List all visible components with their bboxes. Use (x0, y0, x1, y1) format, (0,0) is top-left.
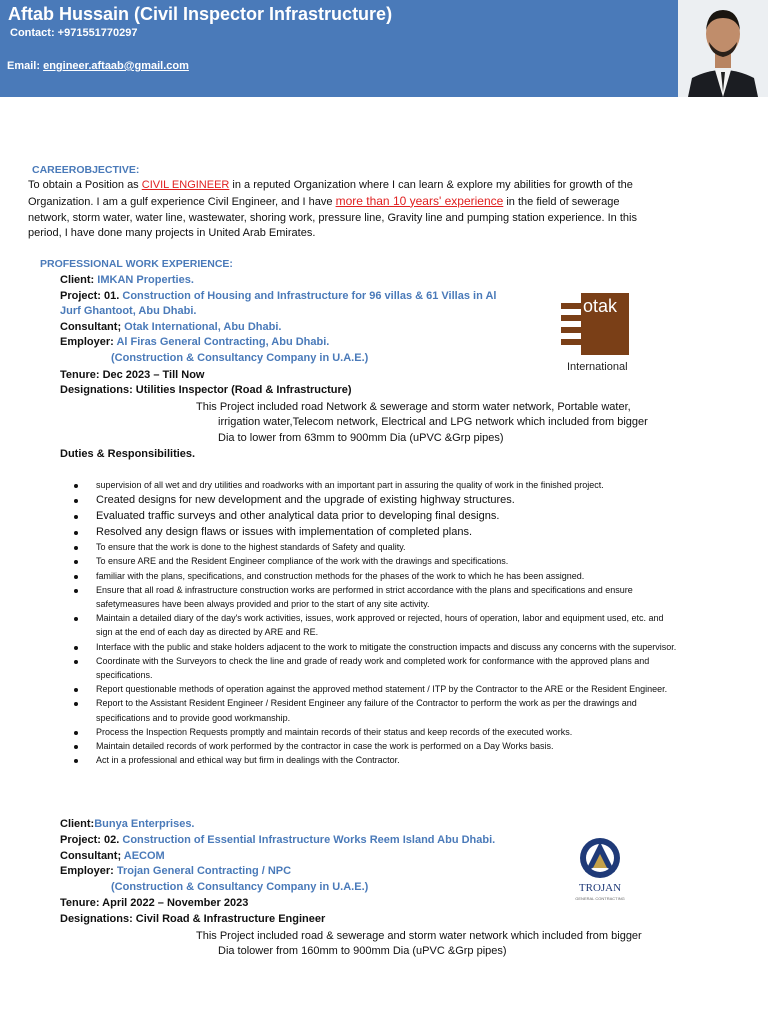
job1-designation: Designations: Utilities Inspector (Road & Infrastructure) (60, 384, 352, 396)
duty-item: Resolved any design flaws or issues with implementation of completed plans. (60, 524, 680, 540)
email-line (7, 60, 189, 72)
objective-highlight-experience: more than 10 years' experience (335, 193, 504, 208)
job1-consultant-line (60, 321, 281, 333)
contact-phone: +971551770297 (57, 27, 138, 39)
objective-text-2: in a reputed Organization where I can learn & explore my abilities for growth of the Organization. I am a gulf experience Civil Engineer, and I have (28, 179, 633, 208)
contact-line (10, 27, 138, 39)
job2-project: Construction of Essential Infrastructure Works Reem Island Abu Dhabi. (122, 834, 496, 846)
email-label: Email: (7, 60, 41, 72)
duty-item: Report questionable methods of operation against the approved method statement / ITP by the Contractor to the ARE or the Resident Engineer. (60, 682, 680, 696)
job2-consultant: AECOM (123, 850, 165, 862)
objective-highlight-role: CIVIL ENGINEER (141, 179, 230, 191)
job2-project-label: Project: 02. (60, 834, 120, 846)
job1-project: Construction of Housing and Infrastructure for 96 villas & 61 Villas in Al (122, 290, 497, 302)
duty-item: Report to the Assistant Resident Engineer / Resident Engineer any failure of the Contractor to perform the work as per the drawings and specifications and to provide good workmanship. (60, 696, 680, 724)
job1-consultant-label: Consultant; (60, 321, 122, 333)
email-link[interactable]: engineer.aftaab@gmail.com (43, 60, 189, 72)
job1-client: IMKAN Properties. (97, 274, 194, 286)
trojan-word: TROJAN (578, 882, 622, 894)
job2-client: Bunya Enterprises. (94, 818, 195, 830)
objective-text-3: in the field of sewerage network, storm water, water line, wastewater, shoring work, pressure line, Gravity line and pumping station experience. In this period, I have done many projects in United Arab Emirates. (28, 195, 637, 240)
trojan-logo (563, 828, 643, 910)
job1-consultant: Otak International, Abu Dhabi. (124, 321, 282, 333)
job1-employer-note: (Construction & Consultancy Company in U.A.E.) (111, 352, 369, 364)
objective-text-1: To obtain a Position as (28, 179, 142, 191)
objective-heading: CAREEROBJECTIVE: (32, 164, 140, 176)
trojan-sub: GENERAL CONTRACTING (575, 896, 625, 901)
duty-item: Interface with the public and stake holders adjacent to the work to mitigate the construction impacts and discuss any concerns with the supervisor. (60, 640, 680, 654)
duty-item: Coordinate with the Surveyors to check the line and grade of ready work and completed work for conformance with the approved plans and specifications. (60, 654, 680, 682)
job2-client-label: Client: (60, 818, 95, 830)
profile-photo (678, 0, 768, 97)
duty-item: To ensure ARE and the Resident Engineer compliance of the work with the drawings and specifications. (60, 554, 680, 568)
duty-item: Ensure that all road & infrastructure construction works are performed in strict accordance with the plans and specifications and ensure safetymeasures have been always provided and prior to the start of any site activity. (60, 583, 680, 611)
job1-client-line (60, 274, 194, 286)
otak-sub: International (567, 361, 628, 373)
duty-item: To ensure that the work is done to the highest standards of Safety and quality. (60, 540, 680, 554)
otak-word: otak (583, 296, 618, 316)
experience-heading: PROFESSIONAL WORK EXPERIENCE: (40, 258, 233, 270)
job1-project-line (60, 290, 496, 302)
job1-employer: Al Firas General Contracting, Abu Dhabi. (116, 336, 330, 348)
job1-client-label: Client: (60, 274, 95, 286)
job2-description-2: Dia tolower from 160mm to 900mm Dia (uPVC &Grp pipes) (218, 945, 507, 957)
job2-employer: Trojan General Contracting / NPC (116, 865, 292, 877)
job1-employer-line (60, 336, 329, 348)
job2-consultant-line (60, 850, 165, 862)
duty-item: Evaluated traffic surveys and other analytical data prior to developing final designs. (60, 508, 680, 524)
header-banner (0, 0, 768, 97)
contact-label: Contact: (10, 27, 55, 39)
job1-description-1: This Project included road Network & sewerage and storm water network, Portable water, (196, 401, 631, 413)
job1-project-label: Project: 01. (60, 290, 120, 302)
job2-tenure: Tenure: April 2022 – November 2023 (60, 897, 249, 909)
job1-employer-label: Employer: (60, 336, 114, 348)
job2-project-line (60, 834, 495, 846)
otak-logo (561, 293, 633, 373)
duty-item: familiar with the plans, specifications, and construction methods for the phases of the work to which he has been assigned. (60, 569, 680, 583)
job2-client-line (60, 818, 195, 830)
job1-description-3: Dia to lower from 63mm to 900mm Dia (uPVC &Grp pipes) (218, 432, 504, 444)
job2-employer-label: Employer: (60, 865, 114, 877)
duty-item: Maintain detailed records of work performed by the contractor in case the work is performed on a Day Works basis. (60, 739, 680, 753)
job2-description-1: This Project included road & sewerage and storm water network which included from bigger (196, 930, 642, 942)
duty-item: Act in a professional and ethical way but firm in dealings with the Contractor. (60, 753, 680, 767)
objective-paragraph (28, 178, 653, 242)
duties-heading: Duties & Responsibilities. (60, 448, 196, 460)
job2-consultant-label: Consultant; (60, 850, 122, 862)
job1-project-cont: Jurf Ghantoot, Abu Dhabi. (60, 305, 197, 317)
job2-designation: Designations: Civil Road & Infrastructure Engineer (60, 913, 326, 925)
job1-tenure: Tenure: Dec 2023 – Till Now (60, 369, 205, 381)
duty-item: Process the Inspection Requests promptly and maintain records of their status and keep records of the executed works. (60, 725, 680, 739)
job2-employer-line (60, 865, 291, 877)
job2-employer-note: (Construction & Consultancy Company in U.A.E.) (111, 881, 369, 893)
duty-item: supervision of all wet and dry utilities and roadworks with an important part in assuring the quality of work in the finished project. (60, 478, 680, 492)
duty-item: Created designs for new development and the upgrade of existing highway structures. (60, 492, 680, 508)
duty-item: Maintain a detailed diary of the day's work activities, issues, work approved or rejected, hours of operation, labor and equipment used, etc. and sign at the end of each day as directed by ARE and RE. (60, 611, 680, 639)
job1-description-2: irrigation water,Telecom network, Electrical and LPG network which included from bigger (218, 416, 648, 428)
duties-list (60, 478, 680, 767)
candidate-name: Aftab Hussain (Civil Inspector Infrastructure) (8, 4, 393, 24)
